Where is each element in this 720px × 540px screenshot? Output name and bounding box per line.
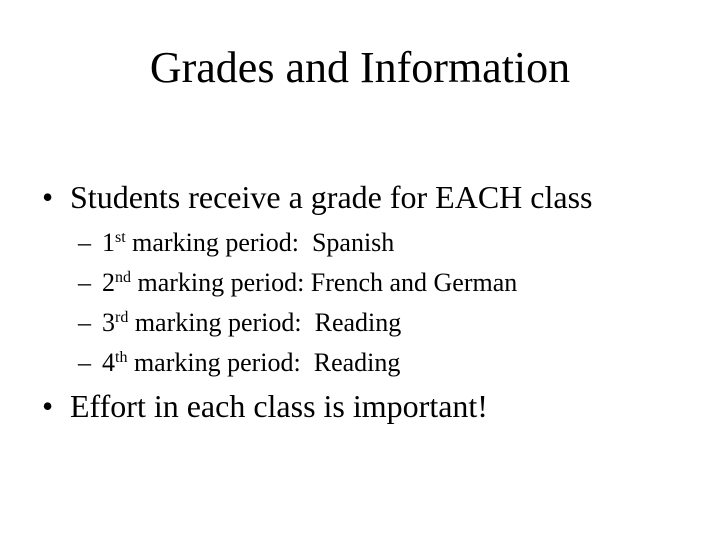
ordinal-suffix: th [115, 349, 128, 366]
ordinal-suffix: nd [115, 269, 131, 286]
sub-bullet-item [78, 263, 517, 303]
period-number: 1 [102, 228, 115, 257]
bullet-text: Students receive a grade for EACH class [70, 179, 593, 215]
sub-bullet-list [78, 223, 517, 383]
bullet-marker: • [42, 179, 54, 215]
dash-marker: – [78, 228, 91, 257]
slide-title: Grades and Information [149, 43, 571, 92]
period-number: 3 [102, 308, 115, 337]
bullet-marker: • [42, 388, 54, 424]
sub-bullet-item [78, 303, 517, 343]
ordinal-suffix: st [115, 229, 126, 246]
dash-marker: – [78, 268, 91, 297]
sub-bullet-text: marking period: Spanish [125, 228, 395, 257]
sub-bullet-item [78, 343, 517, 383]
period-number: 2 [102, 268, 115, 297]
sub-bullet-item [78, 223, 517, 263]
sub-bullet-text: marking period: Reading [127, 348, 401, 377]
sub-bullet-text: marking period: French and German [131, 268, 518, 297]
ordinal-suffix: rd [115, 309, 129, 326]
dash-marker: – [78, 348, 91, 377]
period-number: 4 [102, 348, 115, 377]
sub-bullet-text: marking period: Reading [128, 308, 402, 337]
dash-marker: – [78, 308, 91, 337]
bullet-text: Effort in each class is important! [70, 388, 488, 424]
bullet-item [42, 386, 488, 426]
bullet-item [42, 177, 592, 217]
